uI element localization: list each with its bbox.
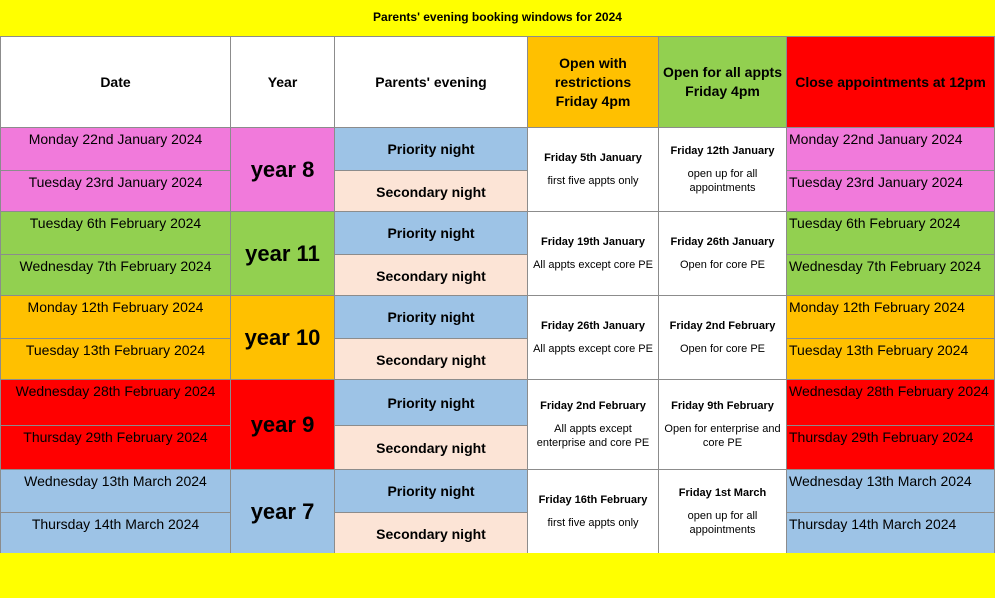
window-date: Friday 2nd February xyxy=(540,400,646,412)
window-date: Friday 12th January xyxy=(670,145,775,157)
secondary-night: Secondary night xyxy=(334,338,528,381)
close-date: Tuesday 13th February 2024 xyxy=(786,338,995,381)
header-year: Year xyxy=(230,36,335,128)
header-open-with-restrictions: Open with restrictions Friday 4pm xyxy=(527,36,659,128)
event-date: Tuesday 23rd January 2024 xyxy=(0,170,231,213)
secondary-night: Secondary night xyxy=(334,512,528,555)
window-note: first five appts only xyxy=(547,517,639,529)
restricted-window xyxy=(527,379,659,471)
window-date: Friday 2nd February xyxy=(669,320,776,332)
event-date: Monday 22nd January 2024 xyxy=(0,127,231,171)
priority-night: Priority night xyxy=(334,211,528,255)
window-note: All appts except core PE xyxy=(533,343,653,355)
header-date: Date xyxy=(0,36,231,128)
secondary-night: Secondary night xyxy=(334,170,528,213)
open-all-window xyxy=(658,469,787,555)
year-group: year 9 xyxy=(230,379,335,471)
header-parents-evening: Parents' evening xyxy=(334,36,528,128)
window-date: Friday 5th January xyxy=(544,152,642,164)
window-note: open up for all appointments xyxy=(687,168,758,194)
event-date: Wednesday 13th March 2024 xyxy=(0,469,231,513)
close-date: Tuesday 23rd January 2024 xyxy=(786,170,995,213)
header-open-for-all: Open for all appts Friday 4pm xyxy=(658,36,787,128)
event-date: Thursday 29th February 2024 xyxy=(0,425,231,471)
close-date: Tuesday 6th February 2024 xyxy=(786,211,995,255)
close-date: Wednesday 28th February 2024 xyxy=(786,379,995,426)
event-date: Thursday 14th March 2024 xyxy=(0,512,231,555)
event-date: Tuesday 6th February 2024 xyxy=(0,211,231,255)
close-date: Thursday 14th March 2024 xyxy=(786,512,995,555)
window-note: All appts except core PE xyxy=(533,259,653,271)
year-group: year 7 xyxy=(230,469,335,555)
priority-night: Priority night xyxy=(334,295,528,339)
open-all-window xyxy=(658,211,787,297)
close-date: Monday 22nd January 2024 xyxy=(786,127,995,171)
footer-band xyxy=(0,553,995,598)
window-date: Friday 1st March xyxy=(678,487,767,499)
event-date: Wednesday 7th February 2024 xyxy=(0,254,231,297)
close-date: Wednesday 7th February 2024 xyxy=(786,254,995,297)
secondary-night: Secondary night xyxy=(334,425,528,471)
window-date: Friday 9th February xyxy=(671,400,774,412)
restricted-window xyxy=(527,211,659,297)
secondary-night: Secondary night xyxy=(334,254,528,297)
year-group: year 8 xyxy=(230,127,335,213)
event-date: Monday 12th February 2024 xyxy=(0,295,231,339)
restricted-window xyxy=(527,295,659,381)
restricted-window xyxy=(527,127,659,213)
priority-night: Priority night xyxy=(334,127,528,171)
event-date: Tuesday 13th February 2024 xyxy=(0,338,231,381)
close-date: Thursday 29th February 2024 xyxy=(786,425,995,471)
priority-night: Priority night xyxy=(334,379,528,426)
window-date: Friday 26th January xyxy=(541,320,645,332)
header-close-appointments: Close appointments at 12pm xyxy=(786,36,995,128)
open-all-window xyxy=(658,295,787,381)
year-group: year 10 xyxy=(230,295,335,381)
window-date: Friday 19th January xyxy=(541,236,645,248)
close-date: Monday 12th February 2024 xyxy=(786,295,995,339)
priority-night: Priority night xyxy=(334,469,528,513)
open-all-window xyxy=(658,379,787,471)
year-group: year 11 xyxy=(230,211,335,297)
window-note: Open for core PE xyxy=(680,259,765,271)
open-all-window xyxy=(658,127,787,213)
window-note: Open for enterprise and core PE xyxy=(664,423,781,449)
sheet-title: Parents' evening booking windows for 2024 xyxy=(0,0,995,37)
window-note: Open for core PE xyxy=(680,343,765,355)
restricted-window xyxy=(527,469,659,555)
window-date: Friday 16th February xyxy=(538,494,648,506)
close-date: Wednesday 13th March 2024 xyxy=(786,469,995,513)
window-note: All appts except enterprise and core PE xyxy=(536,423,650,449)
window-note: open up for all appointments xyxy=(687,510,758,536)
event-date: Wednesday 28th February 2024 xyxy=(0,379,231,426)
window-note: first five appts only xyxy=(547,175,639,187)
window-date: Friday 26th January xyxy=(670,236,775,248)
